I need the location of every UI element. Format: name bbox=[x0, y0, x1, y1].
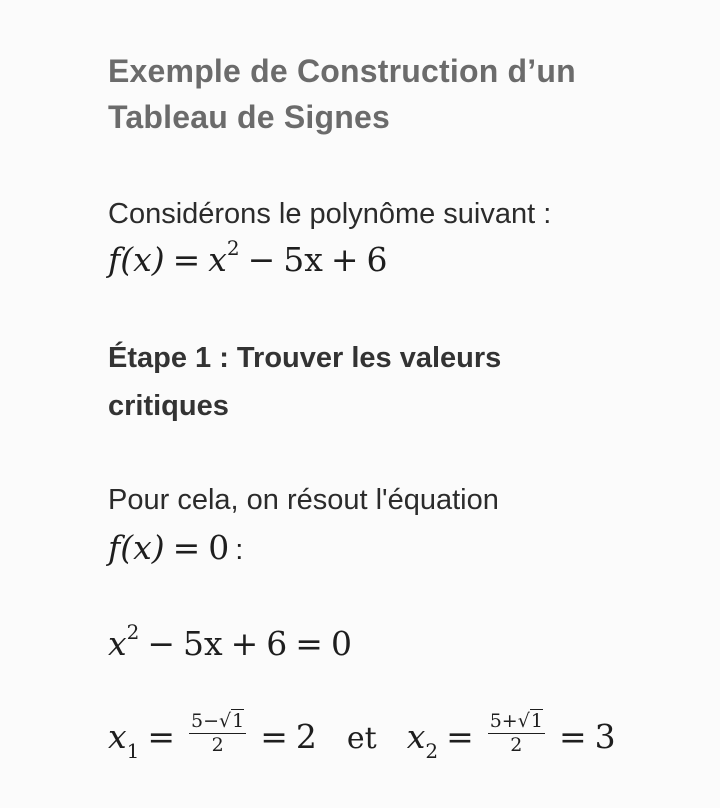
step1-line-1: Étape 1 : Trouver les valeurs bbox=[108, 342, 502, 374]
x2-sub: 2 bbox=[425, 739, 439, 763]
intro-text: Considérons le polynôme suivant : bbox=[108, 198, 552, 230]
quad-rhs: 0 bbox=[330, 624, 352, 663]
x1-value: 2 bbox=[295, 717, 317, 756]
poly-minus: − bbox=[247, 240, 276, 279]
eq-lhs: f(x) bbox=[108, 528, 165, 567]
et-connector: et bbox=[346, 721, 377, 756]
poly-term2: 5x bbox=[283, 240, 323, 279]
x2-denominator: 2 bbox=[510, 734, 523, 756]
x1-num-pre: 5− bbox=[191, 710, 220, 732]
quadratic-equation bbox=[108, 620, 352, 663]
x2-var: x bbox=[406, 717, 426, 756]
eq-colon: : bbox=[235, 534, 244, 566]
title-line-2: Tableau de Signes bbox=[108, 99, 390, 135]
quad-term2: 5x bbox=[183, 624, 223, 663]
x2-sqrt-symbol: √ bbox=[517, 710, 530, 732]
quad-const: 6 bbox=[266, 624, 288, 663]
x1-sqrt-symbol: √ bbox=[219, 710, 232, 732]
x2-sqrt-arg: 1 bbox=[530, 710, 543, 732]
poly-eq: = bbox=[172, 240, 201, 279]
x1-sub: 1 bbox=[126, 739, 140, 763]
x1-var: x bbox=[108, 717, 127, 756]
poly-lhs: f(x) bbox=[108, 240, 165, 279]
x2-num-pre: 5+ bbox=[489, 710, 518, 732]
poly-x: x bbox=[208, 240, 227, 279]
x1-eq2: = bbox=[260, 717, 288, 756]
poly-exp: 2 bbox=[226, 236, 240, 260]
poly-plus: + bbox=[330, 240, 359, 279]
quad-plus: + bbox=[230, 624, 259, 663]
x2-value: 3 bbox=[594, 717, 616, 756]
solve-text: Pour cela, on résout l'équation bbox=[108, 484, 499, 516]
x2-eq: = bbox=[446, 717, 474, 756]
roots-formula bbox=[108, 710, 616, 763]
x1-eq: = bbox=[147, 717, 176, 756]
eq-rhs: 0 bbox=[208, 528, 230, 567]
title-line-1: Exemple de Construction d’un bbox=[108, 53, 576, 89]
quad-x: x bbox=[108, 624, 127, 663]
x1-denominator: 2 bbox=[211, 734, 224, 756]
x1-sqrt-arg: 1 bbox=[232, 710, 245, 732]
x2-eq2: = bbox=[558, 717, 587, 756]
quad-eq: = bbox=[295, 624, 323, 663]
step1-heading bbox=[108, 334, 501, 430]
quad-exp: 2 bbox=[126, 620, 140, 644]
x2-numerator bbox=[488, 710, 545, 734]
step1-line-2: critiques bbox=[108, 390, 229, 422]
polynomial-formula bbox=[108, 236, 388, 279]
page-title bbox=[108, 48, 576, 140]
x2-fraction bbox=[488, 710, 545, 756]
equation-fx-zero bbox=[108, 528, 243, 567]
quad-minus: − bbox=[147, 624, 176, 663]
eq-equals: = bbox=[172, 528, 201, 567]
poly-const: 6 bbox=[366, 240, 388, 279]
x1-fraction bbox=[189, 710, 246, 756]
x1-numerator bbox=[189, 710, 246, 734]
